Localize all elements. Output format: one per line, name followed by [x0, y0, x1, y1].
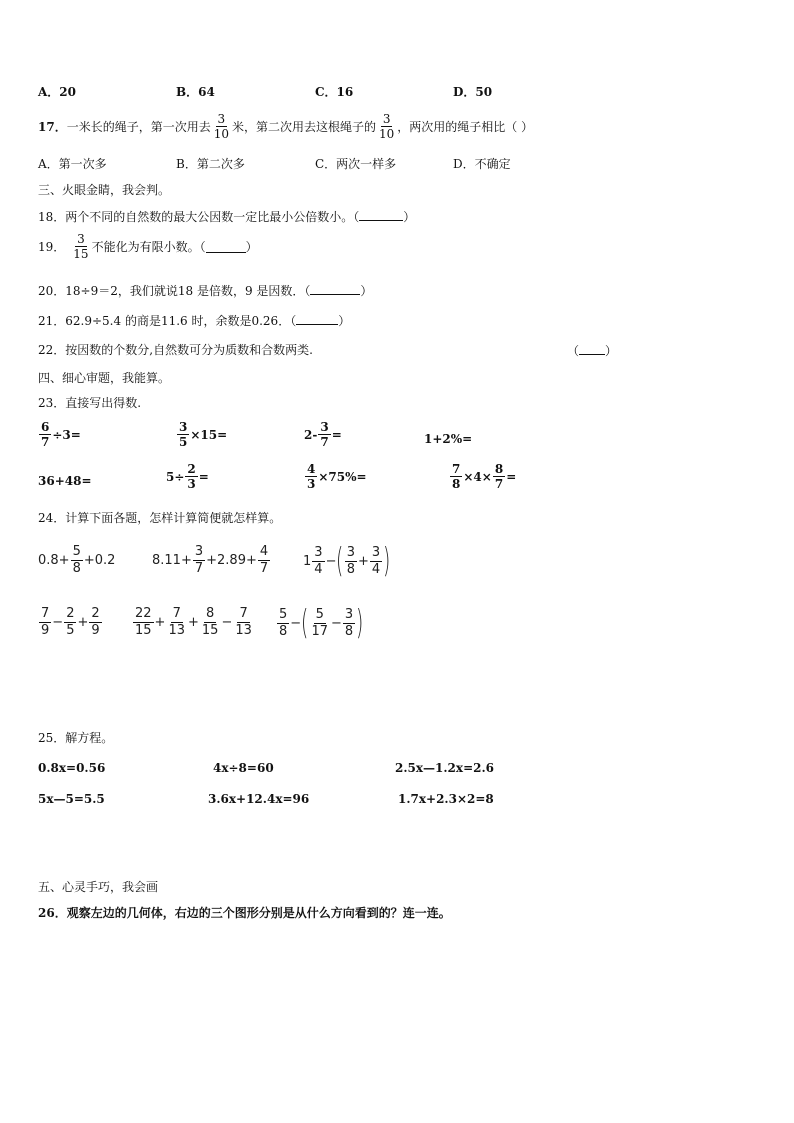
q23-item-1: $\frac{6}{7}$ ÷3= — [41, 420, 81, 449]
q19-answer-blank[interactable] — [206, 240, 246, 253]
q17-option-d: D．不确定 — [453, 157, 511, 171]
q18: 18．两个不同的自然数的最大公因数一定比最小公倍数小。（ ） — [38, 210, 416, 224]
q25-eq-2: 4x÷8=60 — [213, 761, 274, 775]
q18-text: 18．两个不同的自然数的最大公因数一定比最小公倍数小。（ — [38, 210, 360, 224]
q23-title: 23．直接写出得数. — [38, 396, 142, 410]
q24-expr-1: 0.8+ $\frac{5}{8}$ +0.2 — [38, 544, 116, 576]
q17-text-3: ，两次用的绳子相比（ ） — [397, 119, 534, 134]
q25-eq-3: 2.5x—1.2x=2.6 — [395, 761, 494, 775]
q18-answer-blank[interactable] — [359, 208, 403, 221]
q16-option-c: C．16 — [315, 85, 354, 99]
q25-eq-4: 5x—5=5.5 — [38, 792, 105, 806]
q25-eq-6: 1.7x+2.3×2=8 — [398, 792, 494, 806]
section-3-heading: 三、火眼金睛，我会判。 — [38, 183, 171, 197]
q24-expr-2: 8.11+ $\frac{3}{7}$ +2.89+ $\frac{4}{7}$ — [152, 544, 269, 576]
q24-title: 24．计算下面各题，怎样计算简便就怎样算。 — [38, 511, 282, 525]
q22-answer-blank[interactable] — [579, 342, 605, 355]
q17-option-b: B．第二次多 — [176, 157, 245, 171]
q19-text: 不能化为有限小数。（ — [91, 239, 206, 254]
q17-number: 17． — [38, 119, 67, 134]
q21: 21．62.9÷5.4 的商是11.6 时，余数是0.26．（ ） — [38, 314, 351, 328]
section-4-heading: 四、细心审题，我能算。 — [38, 371, 171, 385]
q23-item-7: $\frac{4}{3}$ ×75%= — [307, 462, 367, 491]
q19-number: 19． — [38, 239, 66, 254]
q16-option-a: A．20 — [38, 85, 77, 99]
q16-option-b: B．64 — [176, 85, 215, 99]
q20-answer-blank[interactable] — [310, 282, 360, 295]
q23-item-5: 36+48= — [38, 474, 92, 488]
q23-item-2: $\frac{3}{5}$ ×15= — [179, 420, 228, 449]
q20-text: 20．18÷9＝2，我们就说18 是倍数，9 是因数．（ — [38, 284, 311, 298]
q26: 26．观察左边的几何体，右边的三个图形分别是从什么方向看到的？连一连。 — [38, 906, 451, 920]
q21-answer-blank[interactable] — [296, 312, 338, 325]
q22-answer: （ ） — [567, 344, 618, 358]
q17-text-1: 一米长的绳子，第一次用去 — [66, 119, 211, 134]
q17-option-c: C．两次一样多 — [315, 157, 397, 171]
q19-fraction: $\frac{3}{15}$ — [73, 232, 89, 261]
q17-text-2: 米，第二次用去这根绳子的 — [232, 119, 377, 134]
q17-fraction-1: $\frac{3}{10}$ — [213, 112, 229, 141]
q25-eq-5: 3.6x+12.4x=96 — [208, 792, 310, 806]
section-5-heading: 五、心灵手巧，我会画 — [38, 880, 159, 894]
q24-expr-3: 1 $\frac{3}{4}$ − ( $\frac{3}{8}$ + $\frac{3}{4}$ ) — [303, 541, 391, 581]
q20: 20．18÷9＝2，我们就说18 是倍数，9 是因数．（ ） — [38, 284, 373, 298]
q24-expr-4: $\frac{7}{9}$ − $\frac{2}{5}$ + $\frac{2}{9}$ — [41, 606, 100, 638]
q24-expr-5: $\frac{22}{15}$ + $\frac{7}{13}$ + $\frac{8}{15}$ − $\frac{7}{13}$ — [135, 606, 252, 638]
q23-item-3: 2- $\frac{3}{7}$ = — [304, 420, 342, 449]
q17-option-a: A．第一次多 — [38, 157, 107, 171]
q22: 22．按因数的个数分,自然数可分为质数和合数两类. — [38, 343, 313, 357]
q23-item-8: $\frac{7}{8}$ ×4× $\frac{8}{7}$ = — [452, 462, 517, 491]
q23-item-4: 1+2%= — [424, 432, 473, 446]
q24-expr-6: $\frac{5}{8}$ − ( $\frac{5}{17}$ − $\frac{3}{8}$ ) — [279, 603, 364, 643]
q21-text: 21．62.9÷5.4 的商是11.6 时，余数是0.26．（ — [38, 314, 297, 328]
q16-option-d: D．50 — [453, 85, 493, 99]
q23-item-6: 5÷ $\frac{2}{3}$ = — [166, 462, 209, 491]
q17-fraction-2: $\frac{3}{10}$ — [379, 112, 395, 141]
q25-eq-1: 0.8x=0.56 — [38, 761, 106, 775]
q25-title: 25．解方程。 — [38, 731, 114, 745]
q19: 19． $\frac{3}{15}$ 不能化为有限小数。（ ） — [38, 232, 258, 261]
q17-question — [38, 112, 533, 141]
